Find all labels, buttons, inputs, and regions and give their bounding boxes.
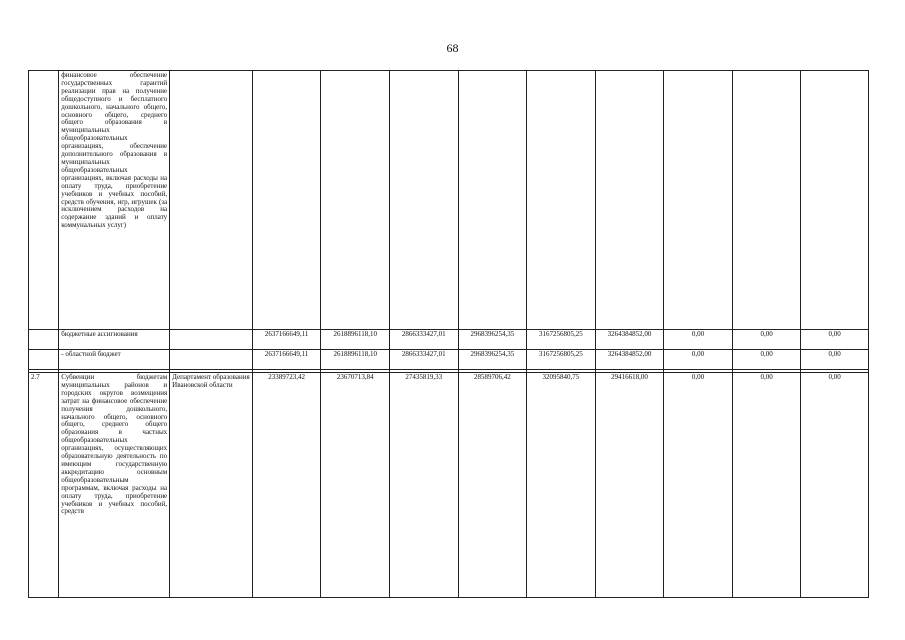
- value-cell: 2618896118,10: [321, 350, 390, 370]
- row-index: [29, 71, 59, 330]
- row-executor: Департамент образования Ивановской области: [170, 373, 253, 598]
- value-cell: 28589706,42: [458, 373, 527, 598]
- value-cell: [595, 71, 664, 330]
- value-cell: 2637166649,11: [252, 350, 321, 370]
- value-cell: 0,00: [801, 350, 869, 370]
- value-cell: 2968396254,35: [458, 330, 527, 350]
- row-index: 2.7: [29, 373, 59, 598]
- value-cell: 2637166649,11: [252, 330, 321, 350]
- value-cell: 32095840,75: [527, 373, 596, 598]
- row-description: - областной бюджет: [59, 350, 170, 370]
- value-cell: 0,00: [664, 330, 733, 350]
- value-cell: [801, 71, 869, 330]
- value-cell: 3167256805,25: [527, 350, 596, 370]
- row-description: бюджетные ассигнования: [59, 330, 170, 350]
- value-cell: [527, 71, 596, 330]
- value-cell: [732, 71, 801, 330]
- value-cell: 3167256805,25: [527, 330, 596, 350]
- value-cell: [389, 71, 458, 330]
- value-cell: 3264384852,00: [595, 330, 664, 350]
- value-cell: 0,00: [801, 373, 869, 598]
- value-cell: 2866333427,01: [389, 350, 458, 370]
- value-cell: 29416618,00: [595, 373, 664, 598]
- page-number: 68: [446, 41, 459, 55]
- value-cell: 23670713,84: [321, 373, 390, 598]
- table-row: [29, 330, 869, 350]
- row-description: финансовое обеспечение государственных гарантий реализации прав на получение общедоступного и бесплатного дошкольного, начального общего, основного общего, среднего общего образования в муниципальных общеобразовательных организациях, обеспечение дополнительного образования в муниципальных общеобразовательных организациях, включая расходы на оплату труда, приобретение учебников и учебных пособий, средств обучения, игр, игрушек (за исключением расходов на содержание зданий и оплату коммунальных услуг): [59, 71, 170, 330]
- row-executor: [170, 71, 253, 330]
- table-row: [29, 373, 869, 598]
- value-cell: 0,00: [664, 373, 733, 598]
- value-cell: 2968396254,35: [458, 350, 527, 370]
- row-executor: [170, 330, 253, 350]
- value-cell: 0,00: [732, 373, 801, 598]
- value-cell: [664, 71, 733, 330]
- value-cell: 27435819,33: [389, 373, 458, 598]
- value-cell: 0,00: [664, 350, 733, 370]
- row-index: [29, 330, 59, 350]
- value-cell: [321, 71, 390, 330]
- row-description: Субвенции бюджетам муниципальных районов и городских округов возмещения затрат на финансовое обеспечение получения дошкольного, начального общего, основного общего, среднего общего образования в частных общеобразовательных организациях, осуществляющих образовательную деятельность по имеющим государственную аккредитацию основным общеобразовательным программам, включая расходы на оплату труда, приобретение учебников и учебных пособий, средств: [59, 373, 170, 598]
- table-row: [29, 71, 869, 330]
- value-cell: 23389723,42: [252, 373, 321, 598]
- table-row: [29, 350, 869, 370]
- row-executor: [170, 350, 253, 370]
- value-cell: 3264384852,00: [595, 350, 664, 370]
- value-cell: 2618896118,10: [321, 330, 390, 350]
- value-cell: [252, 71, 321, 330]
- value-cell: [458, 71, 527, 330]
- value-cell: 2866333427,01: [389, 330, 458, 350]
- value-cell: 0,00: [732, 330, 801, 350]
- row-index: [29, 350, 59, 370]
- budget-table: [28, 70, 869, 598]
- value-cell: 0,00: [732, 350, 801, 370]
- value-cell: 0,00: [801, 330, 869, 350]
